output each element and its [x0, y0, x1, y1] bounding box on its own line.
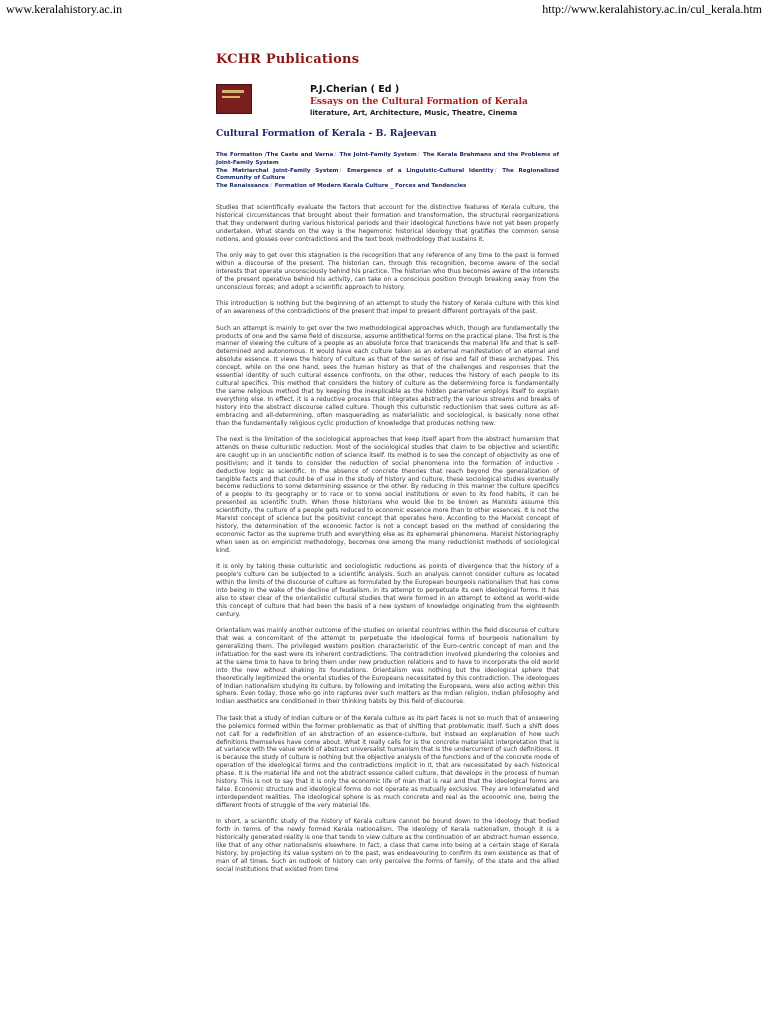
paragraph: The only way to get over this stagnation is the recognition that any reference of any time to the past is formed within a discourse of the present. The historian can, through this recognition, become aware of the social interests that operate unconsciously behind his practice. The historian who thus becomes aware of the interests of the present operative behind his activity, can take on a conscious position through breaking away from the unconscious forces; and adopt a scientific approach to history. [216, 252, 559, 291]
toc-link-modern-kerala[interactable]: Formation of Modern Kerala Culture _ Forces and Tendencies [274, 183, 467, 190]
toc-link-formation[interactable]: The Formation /The Caste and Varna [216, 152, 334, 158]
book-editor: P.J.Cherian ( Ed ) [310, 84, 400, 95]
paragraph: Studies that scientifically evaluate the factors that account for the distinctive features of Kerala culture, the historical circumstances that brought about their formation and transformation, the structural reorganizations that they underwent during various historical periods and their ideological functions have not yet been properly undertaken. What stands on the way is the hegemonic historical ideology that gratifies the common sense notions, and glosses over contradictions and the text book methodology that sustains it. [216, 204, 559, 243]
paragraph: This introduction is nothing but the beginning of an attempt to study the history of Kerala culture with this kind of an awareness of the contradictions of the present that impel to present different portrayals of the past. [216, 300, 559, 316]
source-url-right[interactable]: http://www.keralahistory.ac.in/cul_kerala.htm [542, 2, 762, 16]
toc-link-linguistic-identity[interactable]: Emergence of a Linguistic-Cultural Identity [347, 167, 494, 174]
article-body [216, 204, 559, 882]
toc-link-matriarchal[interactable]: The Matriarchal Joint-Family System [216, 167, 339, 174]
paragraph: Such an attempt is mainly to get over the two methodological approaches which, though are fundamentally the products of one and the same field of discourse, assume antithetical forms on the practical plane. The first is the manner of viewing the culture of a people as an absolute force that transcends the material life and that is self-determined and autonomous. It would have each culture taken as an external manifestation of an eternal and absolute essence. It views the history of culture as that of the series of rise and fall of these archetypes. This concept, while on the one hand, sees the human history as that of the challenges and responses that the essential identity of such cultural essence confronts, on the other, reduces the history of each people to its cultural specifics. This method that considers the history of culture as the determining force is fundamentally the same religious method that by keeping the inexplicable as the hidden parameter employs itself to explain everything else. In effect, it is a reductive process that integrates abstractly the various streams and breaks of history into the abstract discourse called culture. Though this culturistic reductionism that sees culture as all-embracing and all-determining, often masquerading as materialistic and sociological, is basically none other than the fundamentally religious cyclic production of knowledge that produces nothing new. [216, 324, 559, 427]
publisher-logo: KCHR Publications [216, 52, 360, 67]
paragraph: The next is the limitation of the sociological approaches that keep itself apart from the abstract humanism that attends on these culturistic reduction. Most of the sociological studies that claim to be objective and scientific are caught up in an unscientific notion of science itself. Its method is to see the concept of objectivity as one of positivism; and it tends to consider the reduction of social phenomena into the formation of inductive - deductive logic as scientific. In the absence of concrete theories that reach beyond the generalization of tangible facts and that could be of use in the study of history and culture, these sociological studies eventually become reductions to some determining essence or the other. By reducing in this manner the culture specifics of a people to its geography or to race or to some social institutions or even to its food habits, it can be presented as scientific truth. When those historians who would like to be known as Marxists assume this scientificity, the culture of a people gets reduced to economic essence more than to other essences. It is not the Marxist concept of science but the positivist concept that operates here. According to the Marxist concept of history, the determination of the economic factor is not a concept based on the method of considering the economic factor as the supreme truth and everything else as its ephemeral phenomena. Marxist historiography when seen as on empiricist methodology, becomes one among the many reductionist methods of sociological kind. [216, 436, 559, 554]
paragraph: In short, a scientific study of the history of Kerala culture cannot be bound down to the ideology that bodied forth in terms of the newly formed Kerala nationalism. The ideology of Kerala nationalism, though it is a historically generated reality is one that tends to view culture as the continuation of an abstract human essence, like that of any other nationalisms elsewhere. In fact, a class that came into being at a certain stage of Kerala history, by projecting its value system on to the past, was endeavouring to confirm its own existence as that of man of all times. Such an outlook of history can only perceive the forms of family, of the state and the allied social institutions that existed from time [216, 818, 559, 873]
toc-link-kerala-brahmans[interactable]: The Kerala Brahmans and the Problems of Joint-Family System [216, 152, 560, 166]
paragraph: The task that a study of Indian culture or of the Kerala culture as its part faces is not so much that of answering the polemics formed within the former problematic as that of shifting that problematic itself. Such a shift does not call for a redefinition of an abstraction of an essence-culture, but instead an explanation of how such definitions themselves have come about. What it really calls for is the concrete materialist interpretation that is at variance with the value world of abstract universalist humanism that is the undercurrent of such definitions. It is because the study of culture is nothing but the objective analysis of the functions and of the concrete mode of operation of the ideological forms and the contradictions implicit in it, that are necessitated by each historical phase. It is the material life and not the abstract essence called culture, that develops in the process of human history. This is not to say that it is only the economic life of man that is real and that the ideological forms are false. Economic structure and ideological forms do not operate as mutually exclusive. They are interrelated and interdependent realities. The ideological sphere is as much concrete and real as the economic one, being the different fronts of struggle of the very material life. [216, 714, 559, 809]
book-subtitle: literature, Art, Architecture, Music, Theatre, Cinema [310, 109, 518, 117]
toc-link-renaissance[interactable]: The Renaissance [216, 183, 269, 190]
toc-link-joint-family[interactable]: The Joint-Family System [339, 152, 417, 158]
book-cover-image [216, 84, 252, 114]
toc-link-regionalized-community[interactable]: The Regionalized Community of Culture [216, 167, 559, 182]
book-info [310, 84, 528, 117]
chapter-title: Cultural Formation of Kerala - B. Rajeevan [216, 128, 437, 139]
source-url-left[interactable]: www.keralahistory.ac.in [6, 2, 123, 16]
table-of-contents: The Formation /The Caste and Varna/ The Joint-Family System/ The Kerala Brahmans and the Problems of Joint-Family System The Matriarchal Joint-Family System/ Emergence of a Linguistic-Cultural Identity/ The Regionalized Community of Culture The Renaissance/ Formation of Modern Kerala Culture _ Forces and Tendencies [216, 152, 560, 190]
paragraph: It is only by taking these culturistic and sociologistic reductions as points of divergence that the history of a people's culture can be subjected to a scientific analysis. Such an analysis cannot consider culture as located within the limits of the discourse of culture as formulated by the European bourgeois nationalism that has come into being in the wake of the decline of feudalism, in its attempt to perpetuate its own ideological forms. It has also to steer clear of the orientalistic cultural studies that were formed in an attempt to extend as world-wide this concept of culture that had been the basis of a new system of knowledge originating from the eighteenth century. [216, 563, 559, 618]
book-title[interactable]: Essays on the Cultural Formation of Kerala [310, 97, 528, 107]
paragraph: Orientalism was mainly another outcome of the studies on oriental countries within the field discourse of culture that was a concomitant of the attempt to perpetuate the ideological forms of bourgeois nationalism by generalizing them. The privileged western position characteristic of the Euro-centric concept of man and the infatuation for the east were its inherent contradictions. The contradiction involved plundering the colonies and at the same time to have to bring them under new production relations and to have to incorporate the old world into the new without shaking its foundations. Orientalism was nothing but the ideological sphere that theoretically legitimized the oriental studies of the Europeans necessitated by this contradiction. The ideologues of Indian nationalism studying its culture, by following and imitating the Europeans, were also acting within this sphere. Even today, those who go into raptures over such matters as the Indian religion, Indian philosophy and Indian aesthetics are conditioned in their thinking habits by this field of discourse. [216, 627, 559, 706]
